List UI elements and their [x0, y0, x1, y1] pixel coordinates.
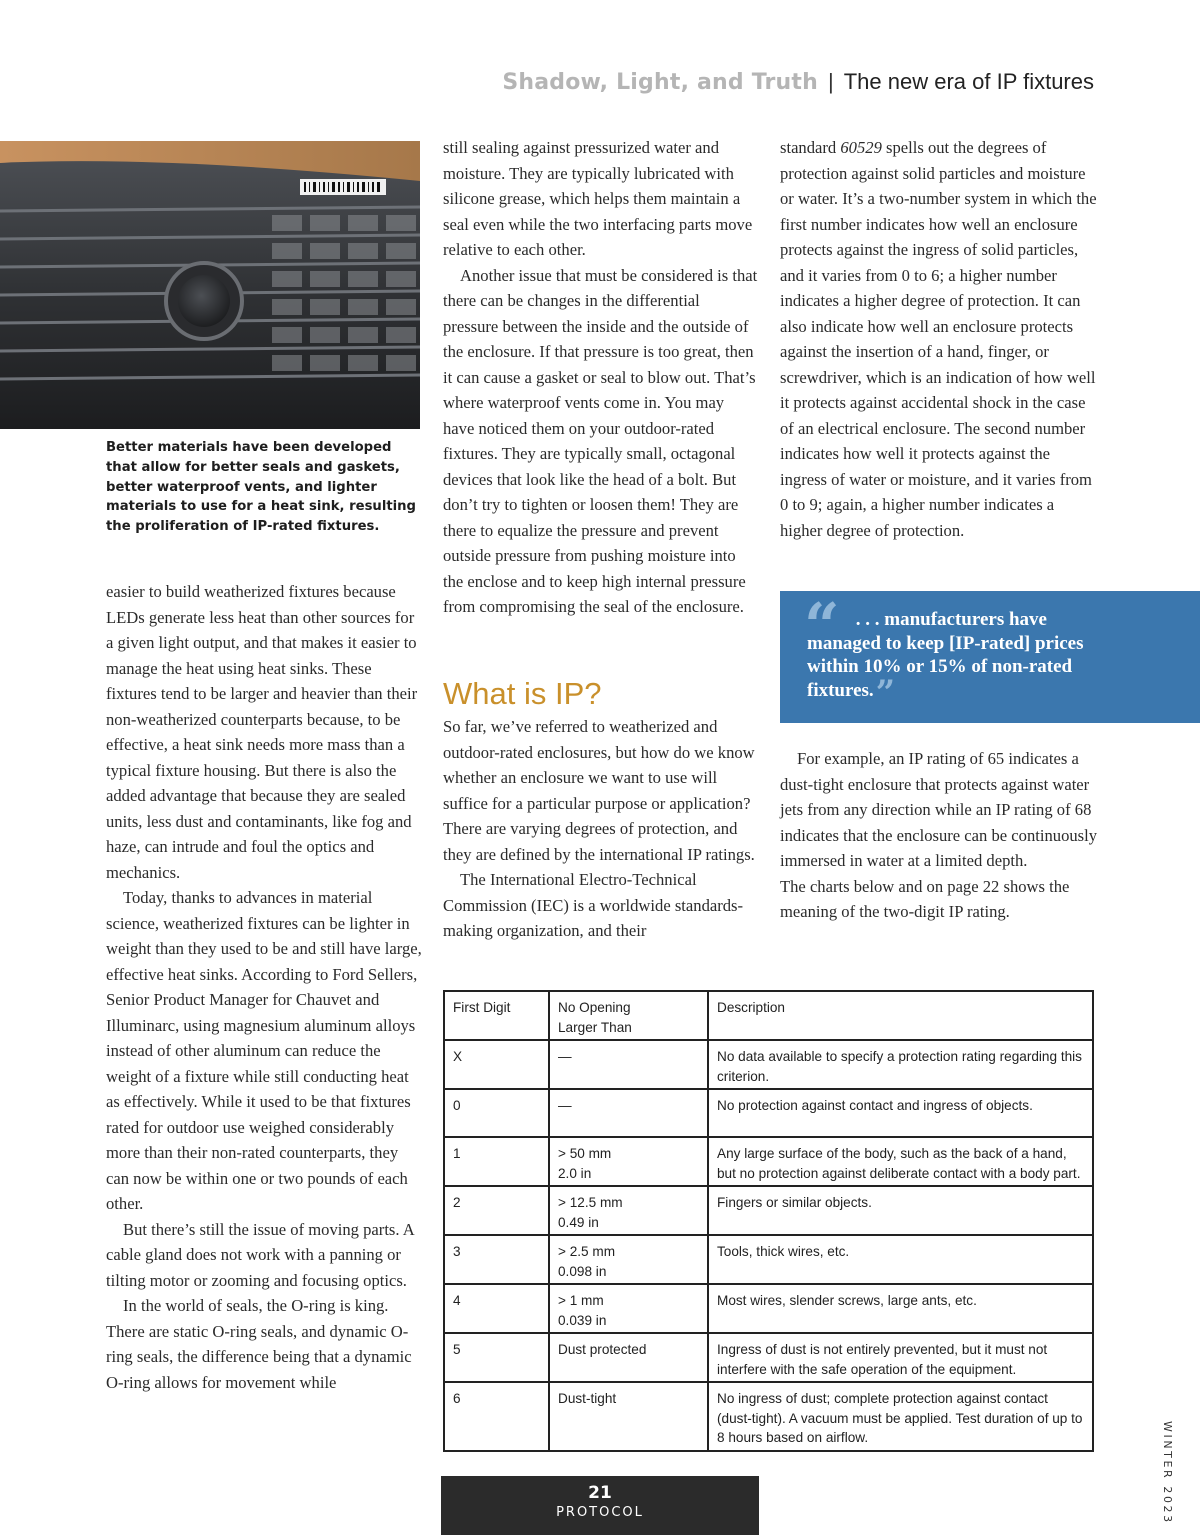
paragraph: For example, an IP rating of 65 indicates a dust-tight enclosure that protects against water jets from any direction while an IP rating of 68 indicates that the enclosure can be continuously immersed in water at a limited depth.	[780, 749, 1098, 870]
pull-quote	[780, 591, 1200, 723]
paragraph: So far, we’ve referred to weatherized and outdoor-rated enclosures, but how do we know whether an enclosure we want to use will suffice for a particular purpose or application? There are varying degrees of protection, and they are defined by the international IP ratings.	[443, 717, 755, 864]
article-title: The new era of IP fixtures	[843, 69, 1094, 94]
magazine-name: PROTOCOL	[556, 1505, 644, 1520]
header-separator: |	[828, 69, 834, 94]
paragraph: still sealing against pressurized water and moisture. They are typically lubricated with silicone grease, which helps them maintain a seal even while the two interfacing parts move relative to each other.	[443, 138, 753, 259]
paragraph: Another issue that must be considered is that there can be changes in the differential pressure between the inside and the outside of the enclosure. If that pressure is too great, then it can cause a gasket or seal to blow out. That’s where waterproof vents come in. You may have noticed them on your outdoor-rated fixtures. They are typically small, octagonal devices that look like the head of a bolt. But don’t try to tighten or loosen them! They are there to equalize the pressure and prevent outside pressure from pushing moisture into the enclose and to keep high internal pressure from compromising the seal of the enclosure.	[443, 265, 758, 616]
opening-cell: > 50 mm 2.0 in	[549, 1137, 708, 1186]
paragraph: Today, thanks to advances in material science, weatherized fixtures can be lighter in weight than they used to be and still have large, effective heat sinks. According to Ford Sellers, Senior Product Manager for Chauvet and Illuminarc, using magnesium aluminum alloys instead of other aluminum can reduce the weight of a fixture while still conducting heat as effectively. While it used to be that fixtures rated for outdoor use weighed considerably more than their non-rated counterparts, they can now be within one or two pounds of each other.	[106, 888, 422, 1213]
series-title: Shadow, Light, and Truth	[502, 69, 818, 95]
table-header-row	[444, 991, 1093, 1040]
description-cell: Tools, thick wires, etc.	[708, 1235, 1093, 1284]
opening-cell: > 12.5 mm 0.49 in	[549, 1186, 708, 1235]
description-cell: Any large surface of the body, such as the back of a hand, but no protection against deliberate contact with a body part.	[708, 1137, 1093, 1186]
table-row	[444, 1137, 1093, 1186]
digit-cell: 4	[444, 1284, 549, 1333]
column-3-top	[780, 135, 1098, 543]
pull-quote-body: . . . manufacturers have managed to keep [IP-rated] prices within 10% or 15% of non-rated fixtures.	[807, 609, 1084, 701]
digit-cell: 1	[444, 1137, 549, 1186]
digit-cell: 3	[444, 1235, 549, 1284]
digit-cell: 5	[444, 1333, 549, 1382]
opening-cell: —	[549, 1040, 708, 1089]
fixture-heat-sink-photo	[0, 141, 420, 429]
table-row	[444, 1382, 1093, 1451]
description-cell: Fingers or similar objects.	[708, 1186, 1093, 1235]
opening-cell: > 2.5 mm 0.098 in	[549, 1235, 708, 1284]
ip-first-digit-table	[443, 990, 1094, 1452]
paragraph: easier to build weatherized fixtures because LEDs generate less heat than other sources for a given light output, and that makes it easier to manage the heat using heat sinks. These fixtures tend to be larger and heavier than their non-weatherized counterparts because, to be effective, a heat sink needs more mass than a typical fixture housing. But there is also the added advantage that because they are sealed units, less dust and contaminants, like fog and haze, can intrude and foul the optics and mechanics.	[106, 582, 418, 882]
text-run: standard	[780, 138, 841, 157]
column-header: No Opening Larger Than	[549, 991, 708, 1040]
fixture-photo	[0, 141, 420, 429]
digit-cell: 0	[444, 1089, 549, 1137]
column-header: First Digit	[444, 991, 549, 1040]
text-run: spells out the degrees of protection against solid particles and moisture or water. It’s a two-number system in which the first number indicates how well an enclosure protects against the ingress of solid particles, and it varies from 0 to 6; a higher number indicates a higher degree of protection. It can also indicate how well an enclosure protects against the insertion of a hand, finger, or screwdriver, which is an indication of how well it protects against accidental shock in the case of an electrical enclosure. The second number indicates how well it protects against the ingress of water or moisture, and it varies from 0 to 9; again, a higher number indicates a higher degree of protection.	[780, 138, 1097, 540]
column-3-bottom	[780, 746, 1098, 925]
section-heading: What is IP?	[443, 676, 602, 711]
table-row	[444, 1235, 1093, 1284]
table-row	[444, 1333, 1093, 1382]
page-footer	[441, 1476, 759, 1535]
close-quote-mark: ”	[875, 672, 896, 713]
open-quote-mark: “	[804, 589, 840, 662]
column-header: Description	[708, 991, 1093, 1040]
opening-cell: Dust-tight	[549, 1382, 708, 1451]
paragraph: But there’s still the issue of moving parts. A cable gland does not work with a panning or tilting motor or zooming and focusing optics.	[106, 1219, 414, 1290]
opening-cell: Dust protected	[549, 1333, 708, 1382]
description-cell: No protection against contact and ingress of objects.	[708, 1089, 1093, 1137]
paragraph: The International Electro-Technical Commission (IEC) is a worldwide standards-making organization, and their	[443, 870, 744, 940]
photo-caption: Better materials have been developed that allow for better seals and gaskets, better waterproof vents, and lighter materials to use for a heat sink, resulting the proliferation of IP-rated fixtures.	[106, 440, 416, 535]
description-cell: Most wires, slender screws, large ants, etc.	[708, 1284, 1093, 1333]
digit-cell: 2	[444, 1186, 549, 1235]
page-number: 21	[588, 1483, 612, 1503]
paragraph: In the world of seals, the O-ring is king. There are static O-ring seals, and dynamic O-ring seals, the difference being that a dynamic O-ring allows for movement while	[106, 1296, 412, 1392]
standard-number: 60529	[840, 138, 882, 157]
paragraph	[780, 135, 1098, 543]
table-row	[444, 1284, 1093, 1333]
pull-quote-text	[807, 608, 1107, 713]
description-cell: No ingress of dust; complete protection against contact (dust-tight). A vacuum must be applied. Test duration of up to 8 hours based on airflow.	[708, 1382, 1093, 1451]
running-header	[502, 64, 1094, 100]
digit-cell: 6	[444, 1382, 549, 1451]
table-row	[444, 1186, 1093, 1235]
table-row	[444, 1040, 1093, 1089]
paragraph: The charts below and on page 22 shows the meaning of the two-digit IP rating.	[780, 876, 1070, 921]
table-row	[444, 1089, 1093, 1137]
column-2-bottom	[443, 714, 759, 944]
digit-cell: X	[444, 1040, 549, 1089]
column-2-top	[443, 135, 759, 620]
description-cell: No data available to specify a protection rating regarding this criterion.	[708, 1040, 1093, 1089]
opening-cell: —	[549, 1089, 708, 1137]
opening-cell: > 1 mm 0.039 in	[549, 1284, 708, 1333]
issue-sideline: WINTER 2023	[1161, 1421, 1174, 1525]
column-1	[106, 579, 422, 1395]
description-cell: Ingress of dust is not entirely prevented, but it must not interfere with the safe operation of the equipment.	[708, 1333, 1093, 1382]
